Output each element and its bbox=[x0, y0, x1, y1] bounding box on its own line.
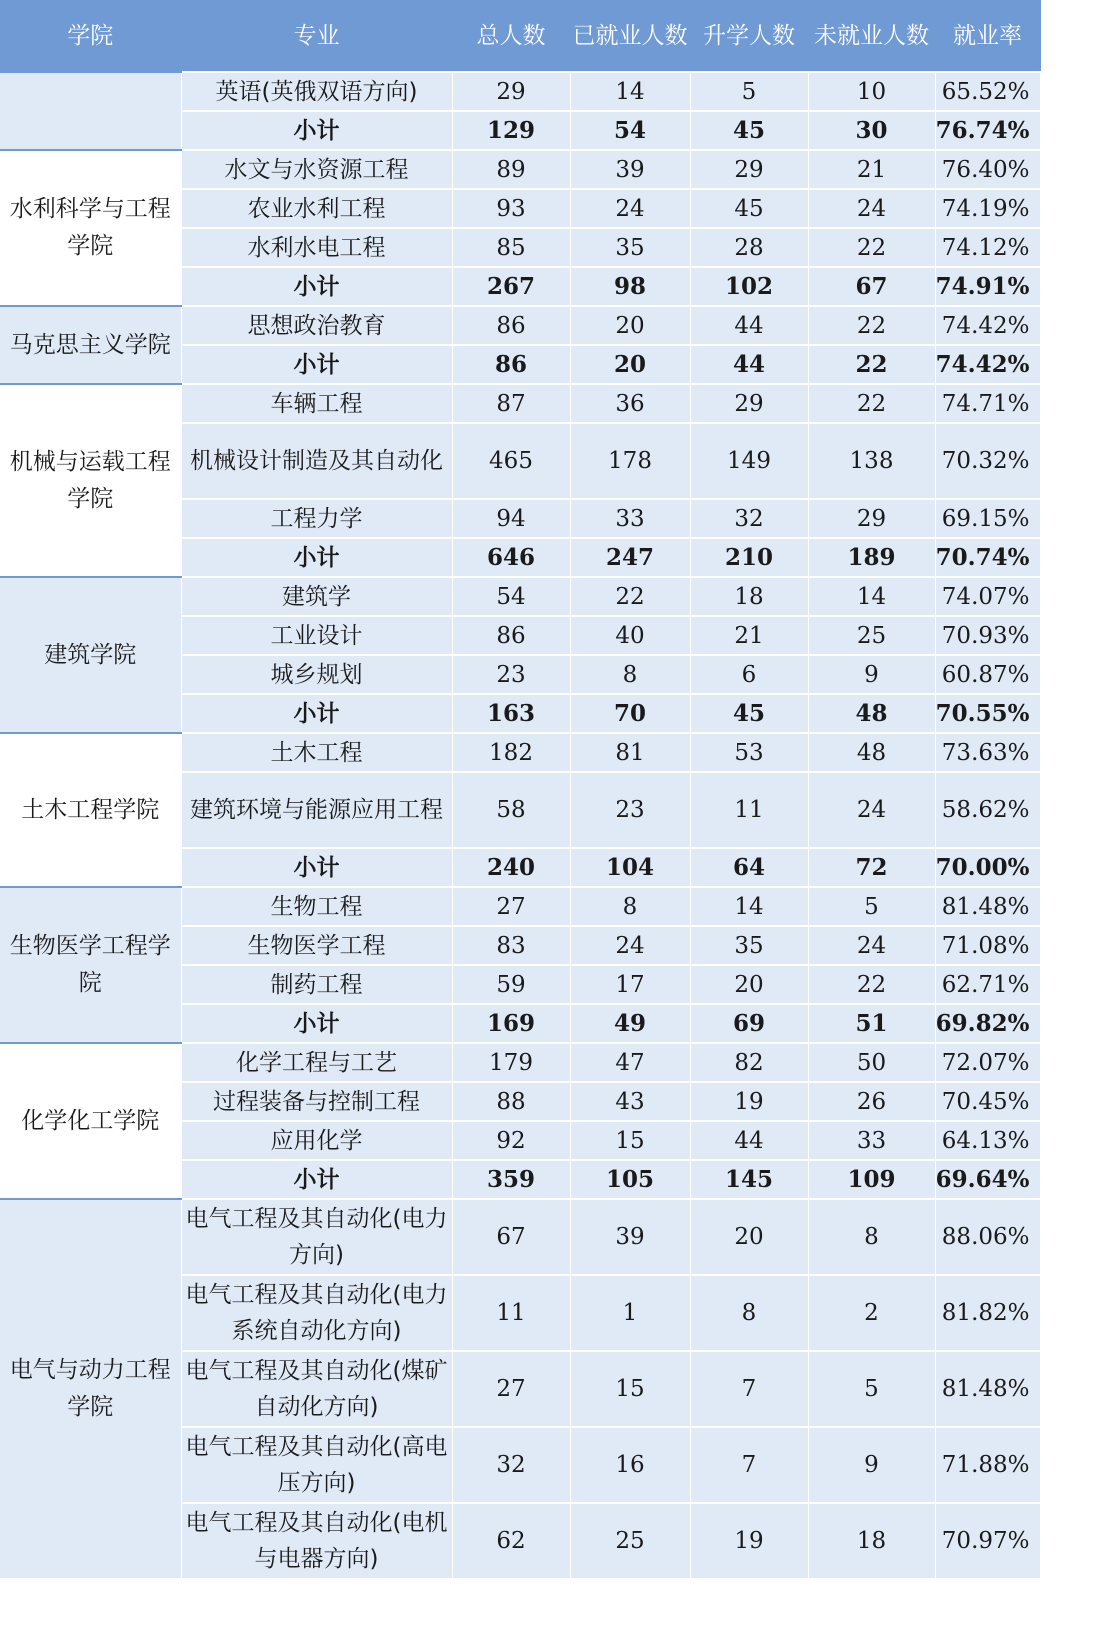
college-group bbox=[0, 150, 1040, 306]
subtotal-label-cell: 小计 bbox=[181, 848, 452, 887]
total-cell: 23 bbox=[452, 655, 570, 694]
major-name-cell: 工业设计 bbox=[181, 616, 452, 655]
unemployed-cell: 9 bbox=[808, 1427, 935, 1503]
major-name-cell: 机械设计制造及其自动化 bbox=[181, 423, 452, 499]
further-study-cell: 14 bbox=[690, 887, 808, 926]
employed-cell: 24 bbox=[570, 926, 690, 965]
employed-cell: 104 bbox=[570, 848, 690, 887]
employment-rate-cell: 60.87% bbox=[935, 655, 1040, 694]
college-name-cell: 建筑学院 bbox=[0, 577, 181, 733]
unemployed-cell: 10 bbox=[808, 72, 935, 111]
unemployed-cell: 21 bbox=[808, 150, 935, 189]
employment-rate-cell: 76.74% bbox=[935, 111, 1040, 150]
employed-cell: 25 bbox=[570, 1503, 690, 1578]
total-cell: 89 bbox=[452, 150, 570, 189]
table-row bbox=[0, 733, 1040, 772]
further-study-cell: 28 bbox=[690, 228, 808, 267]
unemployed-cell: 72 bbox=[808, 848, 935, 887]
college-group bbox=[0, 384, 1040, 577]
employed-cell: 81 bbox=[570, 733, 690, 772]
further-study-cell: 102 bbox=[690, 267, 808, 306]
unemployed-cell: 48 bbox=[808, 694, 935, 733]
unemployed-cell: 189 bbox=[808, 538, 935, 577]
employment-rate-cell: 81.48% bbox=[935, 1351, 1040, 1427]
further-study-cell: 7 bbox=[690, 1427, 808, 1503]
major-name-cell: 电气工程及其自动化(电力系统自动化方向) bbox=[181, 1275, 452, 1351]
employed-cell: 8 bbox=[570, 887, 690, 926]
employment-rate-cell: 74.71% bbox=[935, 384, 1040, 423]
major-name-cell: 思想政治教育 bbox=[181, 306, 452, 345]
total-cell: 267 bbox=[452, 267, 570, 306]
total-cell: 182 bbox=[452, 733, 570, 772]
further-study-cell: 29 bbox=[690, 384, 808, 423]
major-name-cell: 化学工程与工艺 bbox=[181, 1043, 452, 1082]
college-group bbox=[0, 72, 1040, 150]
college-group bbox=[0, 887, 1040, 1043]
unemployed-cell: 22 bbox=[808, 965, 935, 1004]
employment-rate-cell: 74.91% bbox=[935, 267, 1040, 306]
employment-rate-cell: 71.88% bbox=[935, 1427, 1040, 1503]
major-name-cell: 过程装备与控制工程 bbox=[181, 1082, 452, 1121]
college-name-cell: 土木工程学院 bbox=[0, 733, 181, 887]
table-row bbox=[0, 1199, 1040, 1275]
employed-cell: 47 bbox=[570, 1043, 690, 1082]
further-study-cell: 19 bbox=[690, 1082, 808, 1121]
further-study-cell: 19 bbox=[690, 1503, 808, 1578]
further-study-cell: 45 bbox=[690, 111, 808, 150]
unemployed-cell: 24 bbox=[808, 772, 935, 848]
table-row bbox=[0, 384, 1040, 423]
total-cell: 359 bbox=[452, 1160, 570, 1199]
unemployed-cell: 22 bbox=[808, 306, 935, 345]
total-cell: 163 bbox=[452, 694, 570, 733]
total-cell: 646 bbox=[452, 538, 570, 577]
employment-rate-cell: 73.63% bbox=[935, 733, 1040, 772]
employment-rate-cell: 62.71% bbox=[935, 965, 1040, 1004]
college-name-cell: 电气与动力工程学院 bbox=[0, 1199, 181, 1578]
college-group bbox=[0, 733, 1040, 887]
employed-cell: 178 bbox=[570, 423, 690, 499]
major-name-cell: 工程力学 bbox=[181, 499, 452, 538]
further-study-cell: 45 bbox=[690, 189, 808, 228]
employment-rate-cell: 70.00% bbox=[935, 848, 1040, 887]
unemployed-cell: 22 bbox=[808, 345, 935, 384]
major-name-cell: 英语(英俄双语方向) bbox=[181, 72, 452, 111]
major-name-cell: 制药工程 bbox=[181, 965, 452, 1004]
major-name-cell: 生物医学工程 bbox=[181, 926, 452, 965]
further-study-cell: 45 bbox=[690, 694, 808, 733]
total-cell: 86 bbox=[452, 306, 570, 345]
table-row bbox=[0, 887, 1040, 926]
employment-rate-cell: 69.82% bbox=[935, 1004, 1040, 1043]
unemployed-cell: 22 bbox=[808, 228, 935, 267]
college-group bbox=[0, 1199, 1040, 1578]
unemployed-cell: 109 bbox=[808, 1160, 935, 1199]
major-name-cell: 建筑环境与能源应用工程 bbox=[181, 772, 452, 848]
total-cell: 67 bbox=[452, 1199, 570, 1275]
major-name-cell: 电气工程及其自动化(电力方向) bbox=[181, 1199, 452, 1275]
header-college: 学院 bbox=[0, 0, 181, 72]
total-cell: 54 bbox=[452, 577, 570, 616]
total-cell: 29 bbox=[452, 72, 570, 111]
employed-cell: 15 bbox=[570, 1351, 690, 1427]
employed-cell: 22 bbox=[570, 577, 690, 616]
header-employment-rate: 就业率 bbox=[935, 0, 1040, 72]
major-name-cell: 电气工程及其自动化(高电压方向) bbox=[181, 1427, 452, 1503]
total-cell: 94 bbox=[452, 499, 570, 538]
total-cell: 27 bbox=[452, 1351, 570, 1427]
college-name-cell: 马克思主义学院 bbox=[0, 306, 181, 384]
college-name-cell: 水利科学与工程学院 bbox=[0, 150, 181, 306]
employment-rate-cell: 88.06% bbox=[935, 1199, 1040, 1275]
header-row bbox=[0, 0, 1040, 72]
unemployed-cell: 29 bbox=[808, 499, 935, 538]
header-employed: 已就业人数 bbox=[570, 0, 690, 72]
employment-rate-cell: 71.08% bbox=[935, 926, 1040, 965]
further-study-cell: 6 bbox=[690, 655, 808, 694]
major-name-cell: 农业水利工程 bbox=[181, 189, 452, 228]
major-name-cell: 土木工程 bbox=[181, 733, 452, 772]
unemployed-cell: 18 bbox=[808, 1503, 935, 1578]
employment-rate-cell: 70.32% bbox=[935, 423, 1040, 499]
total-cell: 179 bbox=[452, 1043, 570, 1082]
subtotal-label-cell: 小计 bbox=[181, 1160, 452, 1199]
header-total: 总人数 bbox=[452, 0, 570, 72]
employment-rate-cell: 76.40% bbox=[935, 150, 1040, 189]
further-study-cell: 18 bbox=[690, 577, 808, 616]
employment-rate-cell: 70.45% bbox=[935, 1082, 1040, 1121]
employed-cell: 40 bbox=[570, 616, 690, 655]
unemployed-cell: 67 bbox=[808, 267, 935, 306]
employment-rate-cell: 74.12% bbox=[935, 228, 1040, 267]
unemployed-cell: 26 bbox=[808, 1082, 935, 1121]
employment-rate-cell: 72.07% bbox=[935, 1043, 1040, 1082]
employed-cell: 247 bbox=[570, 538, 690, 577]
employment-rate-cell: 58.62% bbox=[935, 772, 1040, 848]
unemployed-cell: 50 bbox=[808, 1043, 935, 1082]
college-group bbox=[0, 1043, 1040, 1199]
unemployed-cell: 2 bbox=[808, 1275, 935, 1351]
total-cell: 85 bbox=[452, 228, 570, 267]
further-study-cell: 20 bbox=[690, 1199, 808, 1275]
total-cell: 93 bbox=[452, 189, 570, 228]
further-study-cell: 35 bbox=[690, 926, 808, 965]
header-further-study: 升学人数 bbox=[690, 0, 808, 72]
employment-rate-cell: 64.13% bbox=[935, 1121, 1040, 1160]
total-cell: 59 bbox=[452, 965, 570, 1004]
further-study-cell: 44 bbox=[690, 345, 808, 384]
table-row bbox=[0, 577, 1040, 616]
table-row bbox=[0, 150, 1040, 189]
further-study-cell: 145 bbox=[690, 1160, 808, 1199]
unemployed-cell: 14 bbox=[808, 577, 935, 616]
employed-cell: 24 bbox=[570, 189, 690, 228]
employment-rate-cell: 74.42% bbox=[935, 306, 1040, 345]
further-study-cell: 53 bbox=[690, 733, 808, 772]
employed-cell: 43 bbox=[570, 1082, 690, 1121]
further-study-cell: 5 bbox=[690, 72, 808, 111]
employed-cell: 20 bbox=[570, 306, 690, 345]
further-study-cell: 44 bbox=[690, 306, 808, 345]
unemployed-cell: 9 bbox=[808, 655, 935, 694]
further-study-cell: 21 bbox=[690, 616, 808, 655]
subtotal-label-cell: 小计 bbox=[181, 111, 452, 150]
major-name-cell: 建筑学 bbox=[181, 577, 452, 616]
further-study-cell: 29 bbox=[690, 150, 808, 189]
further-study-cell: 210 bbox=[690, 538, 808, 577]
employment-rate-cell: 70.74% bbox=[935, 538, 1040, 577]
unemployed-cell: 30 bbox=[808, 111, 935, 150]
employment-rate-cell: 69.15% bbox=[935, 499, 1040, 538]
employed-cell: 35 bbox=[570, 228, 690, 267]
header-major: 专业 bbox=[181, 0, 452, 72]
employment-rate-cell: 74.19% bbox=[935, 189, 1040, 228]
employed-cell: 54 bbox=[570, 111, 690, 150]
total-cell: 62 bbox=[452, 1503, 570, 1578]
total-cell: 129 bbox=[452, 111, 570, 150]
college-group bbox=[0, 306, 1040, 384]
employed-cell: 98 bbox=[570, 267, 690, 306]
major-name-cell: 电气工程及其自动化(煤矿自动化方向) bbox=[181, 1351, 452, 1427]
employed-cell: 105 bbox=[570, 1160, 690, 1199]
further-study-cell: 7 bbox=[690, 1351, 808, 1427]
further-study-cell: 82 bbox=[690, 1043, 808, 1082]
employed-cell: 14 bbox=[570, 72, 690, 111]
subtotal-label-cell: 小计 bbox=[181, 538, 452, 577]
further-study-cell: 20 bbox=[690, 965, 808, 1004]
employment-rate-cell: 74.07% bbox=[935, 577, 1040, 616]
unemployed-cell: 24 bbox=[808, 926, 935, 965]
unemployed-cell: 8 bbox=[808, 1199, 935, 1275]
subtotal-label-cell: 小计 bbox=[181, 345, 452, 384]
total-cell: 240 bbox=[452, 848, 570, 887]
total-cell: 86 bbox=[452, 616, 570, 655]
subtotal-label-cell: 小计 bbox=[181, 1004, 452, 1043]
employed-cell: 8 bbox=[570, 655, 690, 694]
employed-cell: 49 bbox=[570, 1004, 690, 1043]
total-cell: 87 bbox=[452, 384, 570, 423]
table-row bbox=[0, 306, 1040, 345]
total-cell: 86 bbox=[452, 345, 570, 384]
major-name-cell: 水文与水资源工程 bbox=[181, 150, 452, 189]
employed-cell: 17 bbox=[570, 965, 690, 1004]
major-name-cell: 水利水电工程 bbox=[181, 228, 452, 267]
unemployed-cell: 22 bbox=[808, 384, 935, 423]
employment-rate-cell: 81.82% bbox=[935, 1275, 1040, 1351]
employment-rate-cell: 65.52% bbox=[935, 72, 1040, 111]
subtotal-label-cell: 小计 bbox=[181, 694, 452, 733]
major-name-cell: 电气工程及其自动化(电机与电器方向) bbox=[181, 1503, 452, 1578]
employment-rate-cell: 70.93% bbox=[935, 616, 1040, 655]
further-study-cell: 149 bbox=[690, 423, 808, 499]
college-name-cell: 生物医学工程学院 bbox=[0, 887, 181, 1043]
table-row bbox=[0, 1043, 1040, 1082]
unemployed-cell: 5 bbox=[808, 1351, 935, 1427]
employment-rate-cell: 70.55% bbox=[935, 694, 1040, 733]
further-study-cell: 32 bbox=[690, 499, 808, 538]
employed-cell: 70 bbox=[570, 694, 690, 733]
further-study-cell: 64 bbox=[690, 848, 808, 887]
employed-cell: 23 bbox=[570, 772, 690, 848]
unemployed-cell: 51 bbox=[808, 1004, 935, 1043]
total-cell: 169 bbox=[452, 1004, 570, 1043]
employed-cell: 33 bbox=[570, 499, 690, 538]
employed-cell: 20 bbox=[570, 345, 690, 384]
employed-cell: 36 bbox=[570, 384, 690, 423]
major-name-cell: 生物工程 bbox=[181, 887, 452, 926]
total-cell: 88 bbox=[452, 1082, 570, 1121]
subtotal-label-cell: 小计 bbox=[181, 267, 452, 306]
total-cell: 465 bbox=[452, 423, 570, 499]
total-cell: 58 bbox=[452, 772, 570, 848]
total-cell: 27 bbox=[452, 887, 570, 926]
unemployed-cell: 5 bbox=[808, 887, 935, 926]
major-name-cell: 车辆工程 bbox=[181, 384, 452, 423]
total-cell: 11 bbox=[452, 1275, 570, 1351]
total-cell: 83 bbox=[452, 926, 570, 965]
major-name-cell: 应用化学 bbox=[181, 1121, 452, 1160]
total-cell: 92 bbox=[452, 1121, 570, 1160]
unemployed-cell: 24 bbox=[808, 189, 935, 228]
employment-rate-cell: 70.97% bbox=[935, 1503, 1040, 1578]
further-study-cell: 44 bbox=[690, 1121, 808, 1160]
unemployed-cell: 33 bbox=[808, 1121, 935, 1160]
further-study-cell: 69 bbox=[690, 1004, 808, 1043]
header-unemployed: 未就业人数 bbox=[808, 0, 935, 72]
employed-cell: 16 bbox=[570, 1427, 690, 1503]
college-name-cell: 化学化工学院 bbox=[0, 1043, 181, 1199]
employment-rate-cell: 74.42% bbox=[935, 345, 1040, 384]
employed-cell: 1 bbox=[570, 1275, 690, 1351]
employed-cell: 39 bbox=[570, 150, 690, 189]
employed-cell: 15 bbox=[570, 1121, 690, 1160]
major-name-cell: 城乡规划 bbox=[181, 655, 452, 694]
unemployed-cell: 48 bbox=[808, 733, 935, 772]
unemployed-cell: 25 bbox=[808, 616, 935, 655]
table-row bbox=[0, 72, 1040, 111]
unemployed-cell: 138 bbox=[808, 423, 935, 499]
college-group bbox=[0, 577, 1040, 733]
college-name-cell: 机械与运载工程学院 bbox=[0, 384, 181, 577]
employment-rate-cell: 81.48% bbox=[935, 887, 1040, 926]
employed-cell: 39 bbox=[570, 1199, 690, 1275]
further-study-cell: 11 bbox=[690, 772, 808, 848]
total-cell: 32 bbox=[452, 1427, 570, 1503]
further-study-cell: 8 bbox=[690, 1275, 808, 1351]
college-name-cell bbox=[0, 72, 181, 150]
employment-rate-cell: 69.64% bbox=[935, 1160, 1040, 1199]
